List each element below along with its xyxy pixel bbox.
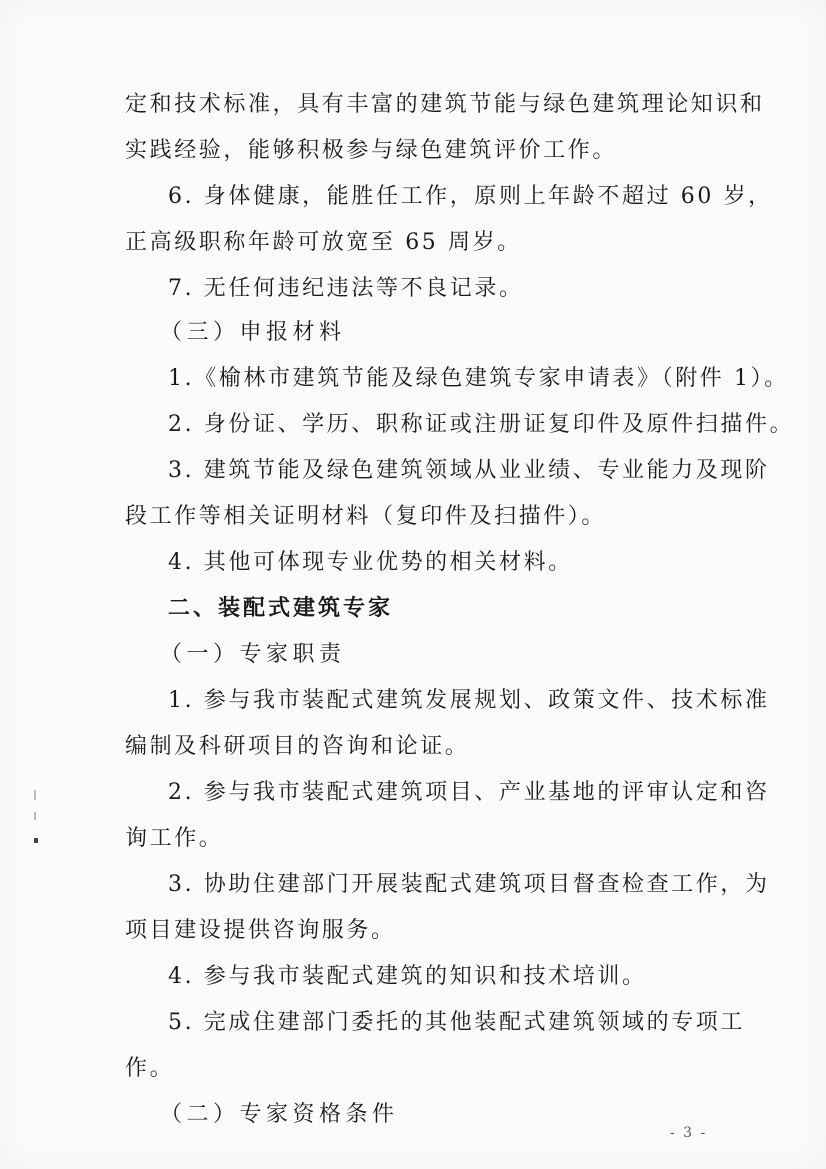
section-heading: 二、装配式建筑专家 — [168, 596, 394, 621]
scan-mark — [34, 812, 36, 820]
section-subheading: （二）专家资格条件 — [160, 1102, 399, 1127]
paragraph-line: 1. 参与我市装配式建筑发展规划、政策文件、技术标准 — [168, 688, 770, 713]
paragraph-line: 1.《榆林市建筑节能及绿色建筑专家申请表》（附件 1）。 — [168, 366, 789, 391]
paragraph-line: 作。 — [125, 1056, 175, 1081]
scan-mark — [34, 838, 38, 843]
paragraph-line: 2. 身份证、学历、职称证或注册证复印件及原件扫描件。 — [168, 412, 795, 437]
paragraph-line: 3. 建筑节能及绿色建筑领域从业业绩、专业能力及现阶 — [168, 458, 770, 483]
paragraph-line: 实践经验，能够积极参与绿色建筑评价工作。 — [125, 138, 618, 163]
paragraph-line: 编制及科研项目的咨询和论证。 — [125, 734, 470, 759]
paragraph-line: 项目建设提供咨询服务。 — [125, 918, 396, 943]
paragraph-line: 5. 完成住建部门委托的其他装配式建筑领域的专项工 — [168, 1010, 745, 1035]
section-subheading: （三）申报材料 — [160, 320, 346, 345]
paragraph-line: 询工作。 — [125, 826, 224, 851]
paragraph-line: 正高级职称年龄可放宽至 65 周岁。 — [125, 230, 522, 255]
section-subheading: （一）专家职责 — [160, 642, 346, 667]
paragraph-line: 4. 参与我市装配式建筑的知识和技术培训。 — [168, 964, 647, 989]
paragraph-line: 段工作等相关证明材料（复印件及扫描件）。 — [125, 504, 607, 529]
paragraph-line: 2. 参与我市装配式建筑项目、产业基地的评审认定和咨 — [168, 780, 770, 805]
paragraph-line: 3. 协助住建部门开展装配式建筑项目督查检查工作，为 — [168, 872, 770, 897]
paragraph-line: 定和技术标准，具有丰富的建筑节能与绿色建筑理论知识和 — [125, 92, 765, 117]
paragraph-line: 7. 无任何违纪违法等不良记录。 — [168, 276, 524, 301]
scan-mark — [34, 790, 36, 800]
paragraph-line: 6. 身体健康，能胜任工作，原则上年龄不超过 60 岁， — [168, 184, 773, 209]
paragraph-line: 4. 其他可体现专业优势的相关材料。 — [168, 550, 573, 575]
page-number: - 3 - — [670, 1125, 708, 1141]
